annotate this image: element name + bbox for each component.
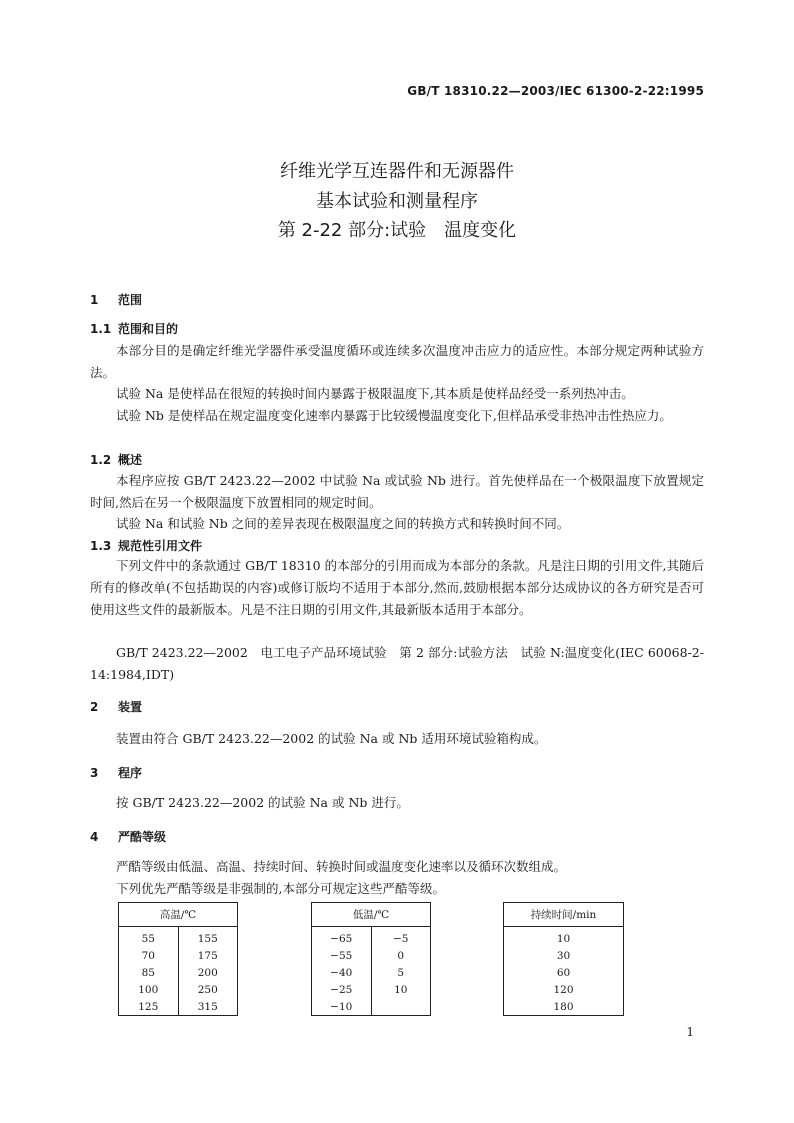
section-title: 规范性引用文件 (118, 539, 203, 553)
table-header: 低温/℃ (312, 903, 431, 927)
table-row (504, 964, 624, 981)
page-number: 1 (686, 1025, 694, 1039)
table-cell: 200 (178, 964, 238, 981)
paragraph: 严酷等级由低温、高温、持续时间、转换时间或温度变化速率以及循环次数组成。 (116, 859, 567, 874)
high-temperature-table (118, 902, 238, 1016)
table-row (119, 927, 238, 948)
paragraph: 下列优先严酷等级是非强制的,本部分可规定这些严酷等级。 (116, 881, 445, 896)
section-title: 范围 (118, 293, 143, 307)
paragraph: 本程序应按 GB/T 2423.22—2002 中试验 Na 或试验 Nb 进行。首先使样品在一个极限温度下放置规定时间,然后在另一个极限温度下放置相同的规定时间。 (90, 473, 704, 510)
section-number: 3 (90, 766, 99, 780)
normative-reference: GB/T 2423.22—2002 电工电子产品环境试验 第 2 部分:试验方法 试验 N:温度变化(IEC 60068-2-14:1984,IDT) (90, 645, 704, 682)
table-row (312, 981, 431, 998)
section-number: 1.2 (90, 453, 112, 467)
table-cell: 60 (504, 964, 624, 981)
table-cell: 10 (504, 927, 624, 948)
document-title-line-1: 纤维光学互连器件和无源器件 (280, 161, 514, 182)
table-cell: 125 (119, 998, 179, 1016)
document-title-line-3: 第 2-22 部分:试验 温度变化 (277, 220, 517, 241)
section-heading-2 (90, 698, 142, 715)
section-heading-1-1 (90, 320, 178, 337)
table-cell: −10 (312, 998, 372, 1016)
section-title: 概述 (118, 453, 143, 467)
table-cell: 120 (504, 981, 624, 998)
table-row (312, 964, 431, 981)
table-cell (371, 998, 431, 1016)
table-cell: −65 (312, 927, 372, 948)
section-number: 1 (90, 293, 99, 307)
table-cell: 70 (119, 947, 179, 964)
table-cell: 55 (119, 927, 179, 948)
paragraph: 试验 Na 是使样品在很短的转换时间内暴露于极限温度下,其本质是使样品经受一系列热冲击。 (116, 386, 634, 401)
table-cell: 0 (371, 947, 431, 964)
table-row (504, 947, 624, 964)
section-heading-1-2 (90, 451, 142, 468)
section-title: 装置 (118, 700, 143, 714)
table-row (312, 927, 431, 948)
section-heading-1 (90, 291, 142, 308)
table-row (504, 981, 624, 998)
paragraph: 装置由符合 GB/T 2423.22—2002 的试验 Na 或 Nb 适用环境试验箱构成。 (116, 731, 547, 746)
table-cell: 10 (371, 981, 431, 998)
table-row (504, 998, 624, 1016)
table-cell: 175 (178, 947, 238, 964)
section-number: 1.1 (90, 322, 112, 336)
paragraph: 试验 Nb 是使样品在规定温度变化速率内暴露于比较缓慢温度变化下,但样品承受非热冲击性热应力。 (116, 408, 672, 423)
table-cell: 155 (178, 927, 238, 948)
table-header: 持续时间/min (504, 903, 624, 927)
duration-table (503, 902, 624, 1016)
table-cell: 5 (371, 964, 431, 981)
section-number: 4 (90, 830, 99, 844)
table-row (119, 998, 238, 1016)
table-cell: 315 (178, 998, 238, 1016)
section-title: 严酷等级 (118, 830, 167, 844)
document-title-line-2: 基本试验和测量程序 (316, 191, 478, 212)
table-row (504, 927, 624, 948)
table-cell: 180 (504, 998, 624, 1016)
section-title: 程序 (118, 766, 143, 780)
paragraph: 按 GB/T 2423.22—2002 的试验 Na 或 Nb 进行。 (116, 795, 409, 810)
standard-number-header: GB/T 18310.22—2003/IEC 61300-2-22:1995 (407, 84, 704, 98)
section-heading-4 (90, 828, 166, 845)
table-header: 高温/℃ (119, 903, 238, 927)
table-row (312, 998, 431, 1016)
table-cell: −40 (312, 964, 372, 981)
table-cell: 85 (119, 964, 179, 981)
section-heading-1-3 (90, 537, 202, 554)
paragraph: 本部分目的是确定纤维光学器件承受温度循环或连续多次温度冲击应力的适应性。本部分规定两种试验方法。 (90, 343, 704, 380)
table-cell: 100 (119, 981, 179, 998)
table-cell: −5 (371, 927, 431, 948)
table-row (312, 947, 431, 964)
table-cell: −55 (312, 947, 372, 964)
paragraph: 下列文件中的条款通过 GB/T 18310 的本部分的引用而成为本部分的条款。凡是注日期的引用文件,其随后所有的修改单(不包括勘误的内容)或修订版均不适用于本部分,然而,鼓励根据本部分达成协议的各方研究是否可使用这些文件的最新版本。凡是不注日期的引用文件,其最新版本适用于本部分。 (90, 558, 704, 617)
section-number: 2 (90, 700, 99, 714)
section-heading-3 (90, 764, 142, 781)
table-cell: 250 (178, 981, 238, 998)
section-title: 范围和目的 (118, 322, 179, 336)
paragraph: 试验 Na 和试验 Nb 之间的差异表现在极限温度之间的转换方式和转换时间不同。 (116, 516, 570, 531)
table-cell: 30 (504, 947, 624, 964)
low-temperature-table (311, 902, 431, 1016)
table-row (119, 981, 238, 998)
section-number: 1.3 (90, 539, 112, 553)
table-row (119, 964, 238, 981)
table-cell: −25 (312, 981, 372, 998)
table-row (119, 947, 238, 964)
